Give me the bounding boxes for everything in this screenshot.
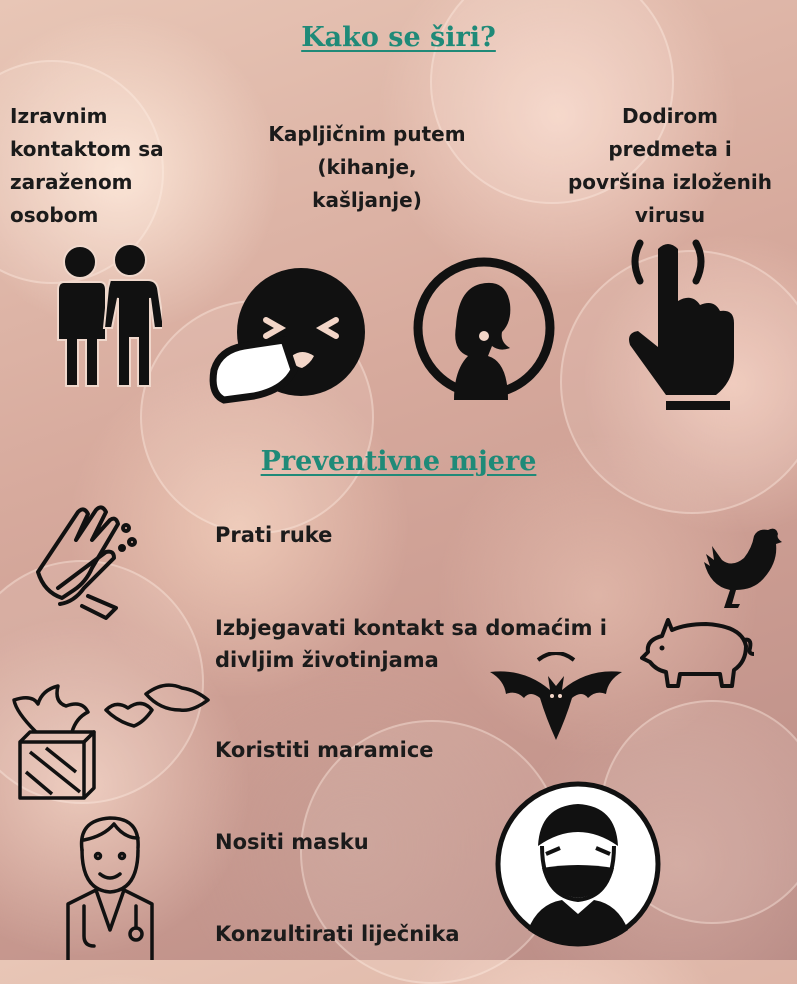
spread-title: Kako se širi? [301,22,496,53]
pig-icon [640,618,758,688]
prevention-title: Preventivne mjere [260,446,537,477]
prevention-label-wash-hands: Prati ruke [215,523,333,547]
prevention-label-tissues: Koristiti maramice [215,738,434,762]
finger-touch-icon [620,225,740,415]
spread-label-droplets: Kapljičnim putem (kihanje, kašljanje) [268,122,466,212]
spread-label-surfaces: Dodirom predmeta i površina izloženih virusu [567,104,773,227]
prevention-label-avoid-animals: Izbjegavati kontakt sa domaćim i divljim životinjama [215,616,607,672]
sneeze-face-icon [206,260,366,410]
coughing-person-icon [410,254,558,402]
prevention-label-doctor: Konzultirati liječnika [215,922,460,946]
prevention-label-mask: Nositi masku [215,830,369,854]
masked-person-icon [494,780,662,948]
doctor-icon [60,810,160,960]
chicken-icon [698,522,784,614]
two-people-icon [42,240,162,390]
bat-icon [486,652,626,752]
spread-label-contact: Izravnim kontaktom sa zaraženom osobom [10,104,164,227]
tissue-box-icon [6,680,216,800]
washing-hands-icon [18,492,140,620]
